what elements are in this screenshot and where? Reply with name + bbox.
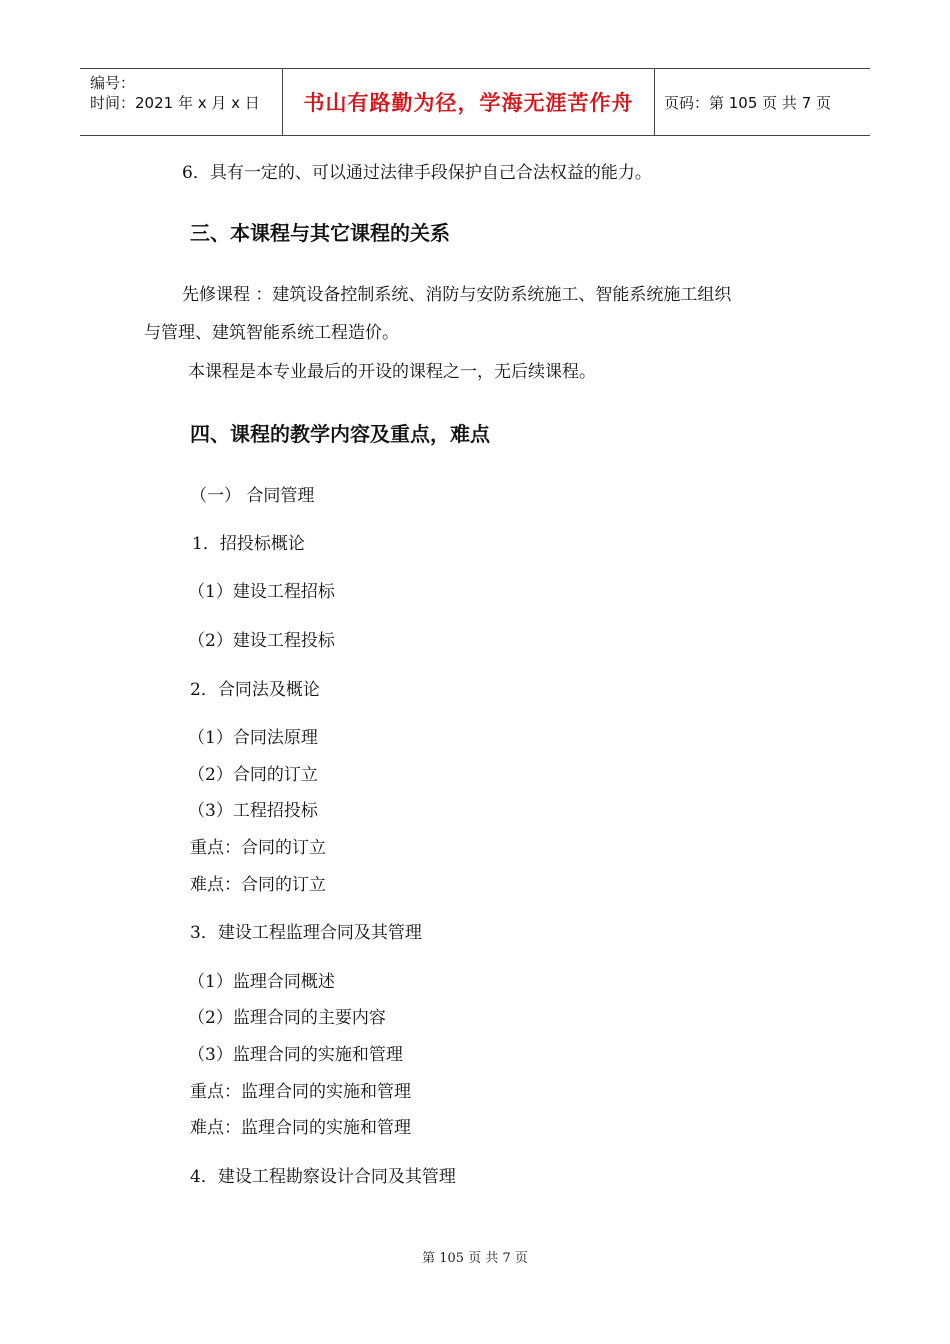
item-3-key-point: 重点：监理合同的实施和管理 xyxy=(190,1082,411,1102)
prerequisite-line-1: 先修课程 ：建筑设备控制系统、消防与安防系统施工、智能系统施工组织 xyxy=(182,285,732,305)
followup-course: 本课程是本专业最后的开设的课程之一，无后续课程。 xyxy=(188,362,596,382)
item-2-difficulty: 难点：合同的订立 xyxy=(190,875,326,895)
code-label: 编号： xyxy=(90,74,136,92)
ability-item-6: 6．具有一定的、可以通过法律手段保护自己合法权益的能力。 xyxy=(182,163,652,183)
item-3-3: （3）监理合同的实施和管理 xyxy=(188,1045,403,1065)
item-3-difficulty: 难点：监理合同的实施和管理 xyxy=(190,1118,411,1138)
item-2-3: （3）工程招投标 xyxy=(188,801,318,821)
page-header xyxy=(80,68,870,136)
prerequisite-line-2: 与管理、建筑智能系统工程造价。 xyxy=(144,323,399,343)
item-3-2: （2）监理合同的主要内容 xyxy=(188,1008,386,1028)
part-1-title: （一） 合同管理 xyxy=(190,486,315,506)
item-3-1: （1）监理合同概述 xyxy=(188,972,335,992)
item-2-key-point: 重点：合同的订立 xyxy=(190,838,326,858)
item-1-1: （1）建设工程招标 xyxy=(188,582,335,602)
time-label: 时间：2021 年 x 月 x 日 xyxy=(90,94,260,112)
section-4-title: 四、课程的教学内容及重点，难点 xyxy=(190,422,490,446)
item-2-1: （1）合同法原理 xyxy=(188,728,318,748)
header-motto: 书山有路勤为径，学海无涯苦作舟 xyxy=(282,69,655,135)
item-2-2: （2）合同的订立 xyxy=(188,765,318,785)
item-1-2: （2）建设工程投标 xyxy=(188,631,335,651)
item-2: 2．合同法及概论 xyxy=(190,680,320,700)
header-meta xyxy=(80,69,282,135)
section-3-title: 三、本课程与其它课程的关系 xyxy=(190,221,450,245)
item-1: 1．招投标概论 xyxy=(192,534,305,554)
item-3: 3．建设工程监理合同及其管理 xyxy=(190,923,422,943)
header-page-info: 页码：第 105 页 共 7 页 xyxy=(664,93,832,112)
page-footer: 第 105 页 共 7 页 xyxy=(422,1251,528,1266)
item-4: 4．建设工程勘察设计合同及其管理 xyxy=(190,1167,456,1187)
